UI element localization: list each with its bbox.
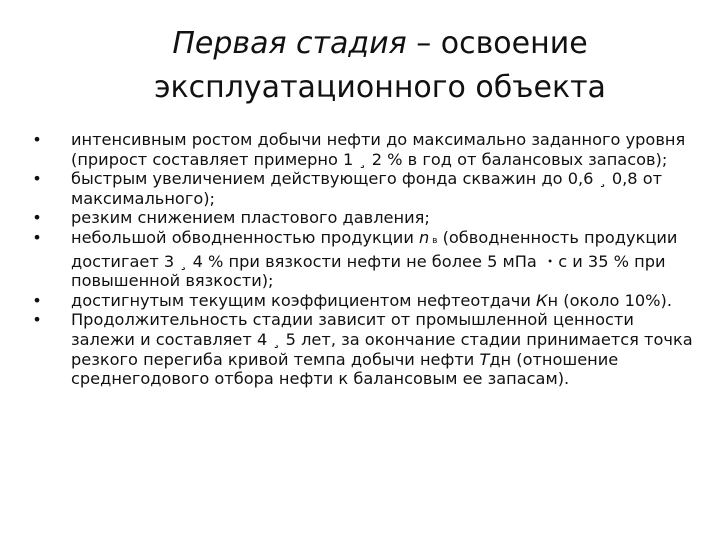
bullet-icon: • [32,290,42,310]
bullet-subscript: в [429,235,438,246]
bullet-text: резким снижением пластового давления; [71,208,430,228]
title-rest: – освоение [406,26,588,61]
bullet-text-pre: небольшой обводненностью продукции [71,227,419,247]
bullet-item-2 [28,169,698,208]
bullet-item-1 [28,130,698,169]
slide-title [90,22,670,110]
bullet-icon: • [32,169,42,189]
bullet-text-post: дн (отношение среднегодового отбора нефти к балансовым ее запасам). [71,349,619,389]
title-line-2: эксплуатационного объекта [154,70,606,105]
title-emphasis: Первая стадия [172,26,407,61]
bullet-item-3 [28,208,698,228]
bullet-text: интенсивным ростом добычи нефти до максимально заданного уровня (прирост составляет примерно 1 ¸ 2 % в год от балансовых запасов); [71,130,686,169]
bullet-variable: К [536,290,548,310]
bullet-icon: • [32,227,42,247]
bullet-icon: • [32,208,42,228]
bullet-item-5 [28,291,698,311]
bullet-text-pre: достигнутым текущим коэффициентом нефтеотдачи [71,290,537,310]
bullet-text-post: н (около 10%). [547,290,673,310]
bullet-text-pre: Продолжительность стадии зависит от промышленной ценности залежи и составляет 4 ¸ 5 лет, за окончание стадии принимается точка резкого перегиба кривой темпа добычи нефти [71,310,693,369]
bullet-item-6 [28,310,698,388]
bullet-icon: • [32,310,42,330]
bullet-variable: n [419,227,430,247]
bullet-item-4 [28,228,698,291]
bullet-list [28,130,698,389]
bullet-text: быстрым увеличением действующего фонда скважин до 0,6 ¸ 0,8 от максимального); [71,169,663,208]
bullet-text-post: (обводненность продукции достигает 3 ¸ 4 % при вязкости нефти не более 5 мПа ・с и 35 % при повышенной вязкости); [71,227,678,291]
bullet-variable: Т [479,349,490,369]
bullet-icon: • [32,130,42,149]
